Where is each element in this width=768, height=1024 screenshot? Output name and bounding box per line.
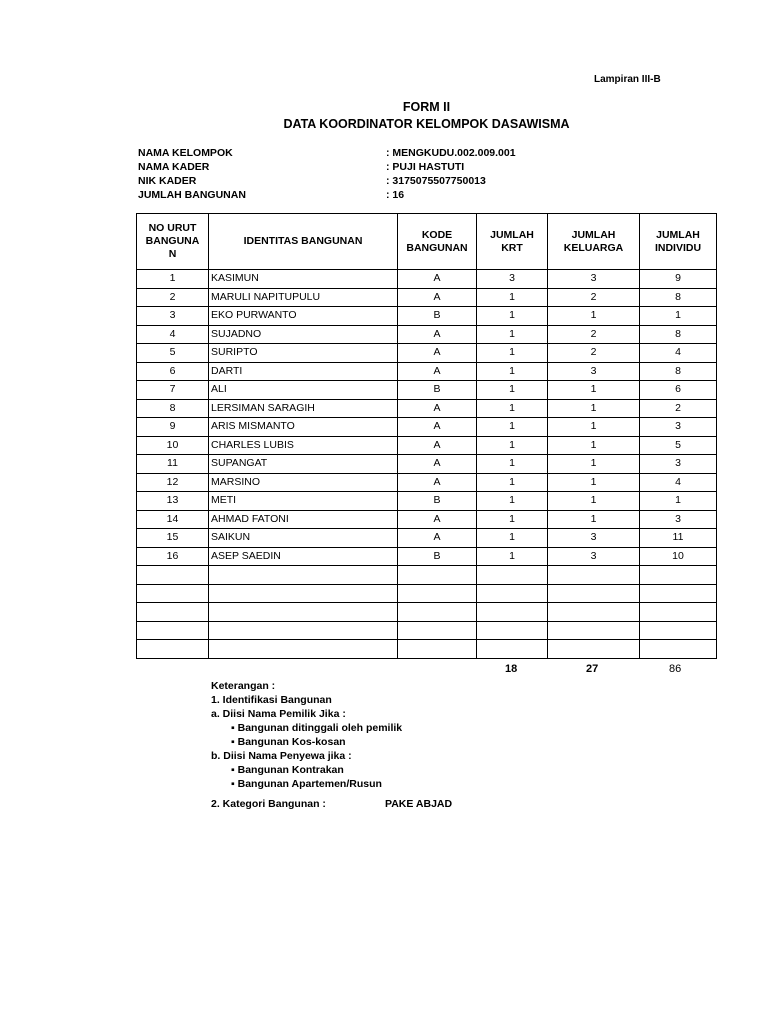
cell-keluarga: 2	[548, 325, 640, 344]
cell-kode: A	[398, 288, 477, 307]
info-label: NAMA KELOMPOK	[138, 147, 233, 159]
cell-keluarga: 1	[548, 492, 640, 511]
header-krt-line: JUMLAH	[490, 228, 534, 241]
cell-identitas: SURIPTO	[209, 344, 398, 363]
cell-no	[137, 640, 209, 659]
cell-individu	[640, 640, 717, 659]
table-row	[137, 547, 717, 566]
cell-kode: B	[398, 492, 477, 511]
cell-krt	[477, 584, 548, 603]
info-value: : PUJI HASTUTI	[386, 161, 465, 173]
cell-identitas	[209, 566, 398, 585]
cell-individu: 11	[640, 529, 717, 548]
cell-keluarga: 1	[548, 455, 640, 474]
total-keluarga: 27	[586, 663, 599, 675]
cell-kode: B	[398, 381, 477, 400]
cell-keluarga	[548, 621, 640, 640]
cell-identitas: SUPANGAT	[209, 455, 398, 474]
table-row	[137, 325, 717, 344]
header-no-line: BANGUNA	[145, 235, 200, 247]
table-row	[137, 288, 717, 307]
cell-no: 8	[137, 399, 209, 418]
table-row	[137, 436, 717, 455]
cell-no	[137, 584, 209, 603]
cell-no	[137, 566, 209, 585]
cell-no	[137, 603, 209, 622]
table-row	[137, 418, 717, 437]
cell-no: 15	[137, 529, 209, 548]
table-row	[137, 307, 717, 326]
table-row	[137, 584, 717, 603]
header-individu-line: INDIVIDU	[654, 241, 702, 254]
table-row	[137, 381, 717, 400]
cell-kode: B	[398, 547, 477, 566]
cell-kode: A	[398, 510, 477, 529]
notes-item-2	[211, 797, 511, 811]
cell-keluarga: 1	[548, 510, 640, 529]
cell-no	[137, 621, 209, 640]
cell-individu	[640, 566, 717, 585]
table-row	[137, 455, 717, 474]
header-individu-line: JUMLAH	[656, 228, 700, 241]
cell-kode	[398, 566, 477, 585]
cell-kode	[398, 621, 477, 640]
cell-no: 5	[137, 344, 209, 363]
cell-individu: 6	[640, 381, 717, 400]
cell-identitas: ASEP SAEDIN	[209, 547, 398, 566]
cell-identitas: LERSIMAN SARAGIH	[209, 399, 398, 418]
cell-no: 14	[137, 510, 209, 529]
cell-no: 11	[137, 455, 209, 474]
table-row	[137, 640, 717, 659]
cell-krt: 1	[477, 473, 548, 492]
cell-kode	[398, 584, 477, 603]
table-row	[137, 473, 717, 492]
cell-no: 2	[137, 288, 209, 307]
cell-keluarga: 1	[548, 418, 640, 437]
cell-no: 3	[137, 307, 209, 326]
lampiran-label: Lampiran III-B	[594, 74, 661, 85]
cell-identitas	[209, 584, 398, 603]
cell-no: 7	[137, 381, 209, 400]
cell-keluarga	[548, 566, 640, 585]
header-individu	[640, 214, 717, 270]
cell-individu	[640, 584, 717, 603]
cell-kode: B	[398, 307, 477, 326]
cell-kode: A	[398, 270, 477, 289]
cell-krt: 1	[477, 325, 548, 344]
cell-krt: 1	[477, 510, 548, 529]
cell-individu: 3	[640, 455, 717, 474]
cell-individu: 8	[640, 362, 717, 381]
cell-no: 1	[137, 270, 209, 289]
header-identitas: IDENTITAS BANGUNAN	[209, 214, 398, 270]
cell-krt	[477, 566, 548, 585]
cell-keluarga: 1	[548, 436, 640, 455]
cell-identitas	[209, 603, 398, 622]
info-value: : 3175075507750013	[386, 175, 486, 187]
cell-keluarga: 2	[548, 288, 640, 307]
cell-kode: A	[398, 436, 477, 455]
cell-krt	[477, 621, 548, 640]
cell-kode: A	[398, 399, 477, 418]
cell-no: 6	[137, 362, 209, 381]
cell-no: 10	[137, 436, 209, 455]
cell-keluarga: 3	[548, 547, 640, 566]
cell-individu: 4	[640, 473, 717, 492]
cell-no: 13	[137, 492, 209, 511]
form-subtitle: DATA KOORDINATOR KELOMPOK DASAWISMA	[283, 117, 570, 131]
table-body	[137, 270, 717, 659]
cell-identitas: ALI	[209, 381, 398, 400]
cell-keluarga: 3	[548, 529, 640, 548]
cell-krt: 1	[477, 288, 548, 307]
cell-individu: 10	[640, 547, 717, 566]
cell-identitas: METI	[209, 492, 398, 511]
notes-item-b: b. Diisi Nama Penyewa jika :	[211, 750, 352, 762]
table-row	[137, 270, 717, 289]
kategori-value: PAKE ABJAD	[385, 798, 453, 810]
cell-identitas: MARULI NAPITUPULU	[209, 288, 398, 307]
cell-krt: 1	[477, 547, 548, 566]
total-individu: 86	[669, 663, 682, 675]
header-no-line: N	[168, 248, 177, 260]
header-kode-line: BANGUNAN	[406, 241, 468, 254]
cell-kode	[398, 640, 477, 659]
cell-keluarga: 3	[548, 270, 640, 289]
info-label: JUMLAH BANGUNAN	[138, 189, 246, 201]
cell-krt: 1	[477, 529, 548, 548]
cell-individu: 2	[640, 399, 717, 418]
cell-individu: 1	[640, 492, 717, 511]
header-kode	[398, 214, 477, 270]
info-row-kader	[138, 160, 558, 174]
cell-individu	[640, 603, 717, 622]
info-row-jumlah-bangunan	[138, 188, 558, 202]
cell-keluarga: 1	[548, 399, 640, 418]
cell-kode: A	[398, 325, 477, 344]
info-value: : 16	[386, 189, 405, 201]
cell-identitas: SAIKUN	[209, 529, 398, 548]
cell-identitas: AHMAD FATONI	[209, 510, 398, 529]
cell-keluarga: 1	[548, 473, 640, 492]
cell-kode: A	[398, 473, 477, 492]
cell-krt: 3	[477, 270, 548, 289]
cell-individu: 1	[640, 307, 717, 326]
cell-krt: 1	[477, 381, 548, 400]
cell-individu: 5	[640, 436, 717, 455]
cell-krt: 1	[477, 399, 548, 418]
table-row	[137, 621, 717, 640]
table-row	[137, 603, 717, 622]
header-keluarga	[548, 214, 640, 270]
cell-individu: 3	[640, 418, 717, 437]
notes-item-a: a. Diisi Nama Pemilik Jika :	[211, 708, 346, 720]
cell-identitas: KASIMUN	[209, 270, 398, 289]
cell-no: 9	[137, 418, 209, 437]
cell-no: 16	[137, 547, 209, 566]
table-row	[137, 344, 717, 363]
form-title: FORM II	[402, 100, 451, 114]
cell-kode: A	[398, 455, 477, 474]
cell-krt: 1	[477, 436, 548, 455]
cell-individu: 9	[640, 270, 717, 289]
cell-individu: 8	[640, 288, 717, 307]
table-row	[137, 492, 717, 511]
cell-kode: A	[398, 418, 477, 437]
cell-keluarga: 1	[548, 307, 640, 326]
header-kode-line: KODE	[421, 228, 453, 241]
cell-identitas: MARSINO	[209, 473, 398, 492]
cell-identitas	[209, 621, 398, 640]
notes-heading: Keterangan :	[211, 680, 276, 692]
header-no-urut	[137, 214, 209, 270]
cell-identitas: CHARLES LUBIS	[209, 436, 398, 455]
header-keluarga-line: KELUARGA	[563, 241, 624, 254]
header-keluarga-line: JUMLAH	[571, 228, 616, 241]
notes-bullet: ▪ Bangunan Kos-kosan	[231, 736, 346, 748]
cell-keluarga: 1	[548, 381, 640, 400]
cell-individu: 4	[640, 344, 717, 363]
cell-identitas: SUJADNO	[209, 325, 398, 344]
table-header-row	[137, 214, 717, 270]
cell-individu	[640, 621, 717, 640]
data-table	[136, 213, 717, 659]
table-row	[137, 399, 717, 418]
cell-no: 12	[137, 473, 209, 492]
cell-kode: A	[398, 362, 477, 381]
notes-block	[211, 679, 511, 811]
cell-krt: 1	[477, 307, 548, 326]
cell-krt: 1	[477, 344, 548, 363]
cell-krt: 1	[477, 362, 548, 381]
info-label: NIK KADER	[138, 175, 197, 187]
header-no-line: NO URUT	[148, 222, 197, 234]
cell-krt	[477, 640, 548, 659]
cell-no: 4	[137, 325, 209, 344]
cell-keluarga	[548, 640, 640, 659]
cell-individu: 3	[640, 510, 717, 529]
notes-bullet: ▪ Bangunan Kontrakan	[231, 764, 344, 776]
header-krt-line: KRT	[501, 241, 523, 254]
cell-krt: 1	[477, 418, 548, 437]
cell-identitas	[209, 640, 398, 659]
table-row	[137, 362, 717, 381]
info-row-nik	[138, 174, 558, 188]
cell-kode: A	[398, 344, 477, 363]
cell-individu: 8	[640, 325, 717, 344]
info-label: NAMA KADER	[138, 161, 210, 173]
total-krt: 18	[505, 663, 518, 675]
cell-kode	[398, 603, 477, 622]
table-row	[137, 510, 717, 529]
cell-identitas: EKO PURWANTO	[209, 307, 398, 326]
cell-kode: A	[398, 529, 477, 548]
notes-item-1: 1. Identifikasi Bangunan	[211, 694, 332, 706]
cell-keluarga: 2	[548, 344, 640, 363]
cell-keluarga	[548, 603, 640, 622]
header-krt	[477, 214, 548, 270]
cell-identitas: DARTI	[209, 362, 398, 381]
info-value: : MENGKUDU.002.009.001	[386, 147, 516, 159]
kategori-label: 2. Kategori Bangunan :	[211, 798, 326, 810]
cell-identitas: ARIS MISMANTO	[209, 418, 398, 437]
cell-krt: 1	[477, 455, 548, 474]
cell-keluarga	[548, 584, 640, 603]
notes-bullet: ▪ Bangunan ditinggali oleh pemilik	[231, 722, 403, 734]
cell-keluarga: 3	[548, 362, 640, 381]
notes-bullet: ▪ Bangunan Apartemen/Rusun	[231, 778, 382, 790]
info-block	[138, 146, 558, 202]
cell-krt: 1	[477, 492, 548, 511]
cell-krt	[477, 603, 548, 622]
table-row	[137, 566, 717, 585]
table-row	[137, 529, 717, 548]
info-row-kelompok	[138, 146, 558, 160]
